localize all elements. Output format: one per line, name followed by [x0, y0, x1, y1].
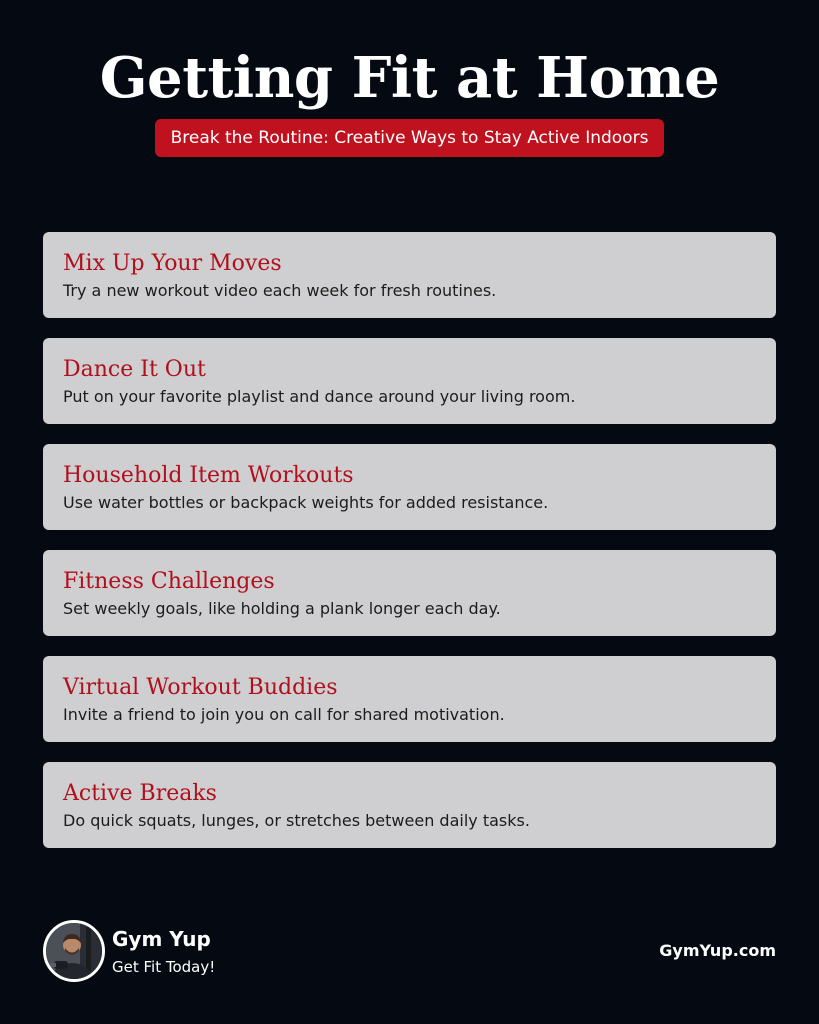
tip-card: [43, 232, 776, 318]
tip-description: Do quick squats, lunges, or stretches between daily tasks.: [63, 811, 530, 830]
subtitle-banner: Break the Routine: Creative Ways to Stay Active Indoors: [155, 119, 665, 157]
brand-name: Gym Yup: [112, 927, 211, 951]
tip-title: Mix Up Your Moves: [63, 251, 282, 276]
person-photo-icon: [46, 923, 102, 979]
tip-card: [43, 444, 776, 530]
tip-card: [43, 338, 776, 424]
subtitle-container: [0, 119, 819, 157]
tip-card: [43, 656, 776, 742]
tip-title: Fitness Challenges: [63, 569, 275, 594]
tips-list: [43, 232, 776, 868]
tip-title: Household Item Workouts: [63, 463, 354, 488]
tip-description: Put on your favorite playlist and dance around your living room.: [63, 387, 576, 406]
tip-card: [43, 550, 776, 636]
page-title: Getting Fit at Home: [99, 45, 720, 111]
tip-title: Active Breaks: [63, 781, 217, 806]
tip-title: Dance It Out: [63, 357, 206, 382]
website-link[interactable]: GymYup.com: [659, 941, 776, 960]
tip-description: Use water bottles or backpack weights for added resistance.: [63, 493, 549, 512]
avatar: [43, 920, 105, 982]
tip-card: [43, 762, 776, 848]
tip-description: Try a new workout video each week for fresh routines.: [63, 281, 497, 300]
tip-description: Set weekly goals, like holding a plank longer each day.: [63, 599, 501, 618]
tip-title: Virtual Workout Buddies: [63, 675, 338, 700]
tip-description: Invite a friend to join you on call for shared motivation.: [63, 705, 505, 724]
brand-tagline: Get Fit Today!: [112, 958, 216, 976]
footer: [43, 920, 776, 982]
